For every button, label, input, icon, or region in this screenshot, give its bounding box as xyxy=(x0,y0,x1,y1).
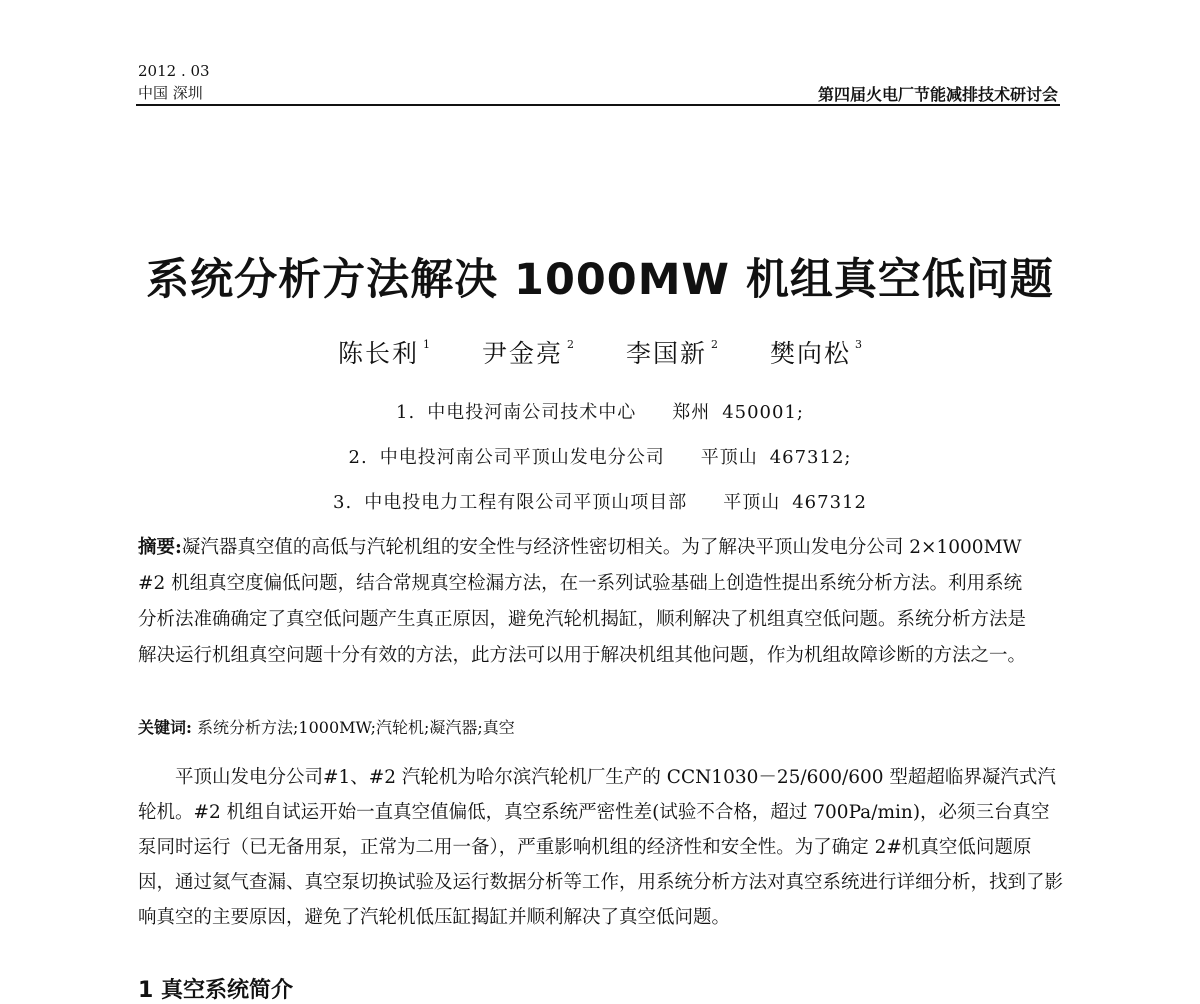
author-affil-mark: 3 xyxy=(854,338,862,351)
author xyxy=(626,339,718,368)
affiliation-org: 中电投电力工程有限公司平顶山项目部 xyxy=(364,492,688,513)
affiliation-number: 1. xyxy=(396,402,416,423)
affiliation-postcode: 450001; xyxy=(722,402,804,423)
author-affil-mark: 2 xyxy=(567,338,575,351)
affiliation-org: 中电投河南公司技术中心 xyxy=(427,402,637,423)
keywords-text: 系统分析方法;1000MW;汽轮机;凝汽器;真空 xyxy=(197,718,515,737)
author-affil-mark: 1 xyxy=(423,338,431,351)
affiliation xyxy=(0,398,1200,424)
affiliation-number: 3. xyxy=(333,492,353,513)
header-left xyxy=(138,60,210,104)
header-rule xyxy=(136,104,1060,106)
author-name: 李国新 xyxy=(625,339,707,368)
author-name: 尹金亮 xyxy=(482,339,564,368)
author xyxy=(338,339,430,368)
affiliation xyxy=(0,443,1200,469)
paper-title: 系统分析方法解决 1000MW 机组真空低问题 xyxy=(146,255,1054,305)
header-date: 2012 . 03 xyxy=(138,62,210,80)
author xyxy=(482,339,574,368)
affiliation-postcode: 467312 xyxy=(792,492,867,513)
abstract xyxy=(138,530,1028,674)
abstract-text: 凝汽器真空值的高低与汽轮机组的安全性与经济性密切相关。为了解决平顶山发电分公司 2×1000MW #2 机组真空度偏低问题，结合常规真空检漏方法，在一系列试验基础上创造性提出系统分析方法。利用系统分析法准确确定了真空低问题产生真正原因，避免汽轮机揭缸，顺利解决了机组真空低问题。系统分析方法是解决运行机组真空问题十分有效的方法，此方法可以用于解决机组其他问题，作为机组故障诊断的方法之一。 xyxy=(138,537,1027,666)
section-heading: 1 真空系统简介 xyxy=(138,978,293,1003)
keywords-label: 关键词: xyxy=(138,718,192,737)
author-name: 樊向松 xyxy=(769,339,851,368)
author-name: 陈长利 xyxy=(338,339,420,368)
affiliation-org: 中电投河南公司平顶山发电分公司 xyxy=(379,447,665,468)
header-location: 中国 深圳 xyxy=(138,84,203,102)
author-affil-mark: 2 xyxy=(710,338,718,351)
author-list xyxy=(0,334,1200,370)
keywords xyxy=(138,716,1063,740)
author xyxy=(770,339,862,368)
affiliation-city: 郑州 xyxy=(672,402,711,423)
header-conference: 第四届火电厂节能减排技术研讨会 xyxy=(817,85,1058,104)
intro-paragraph: 平顶山发电分公司#1、#2 汽轮机为哈尔滨汽轮机厂生产的 CCN1030－25/600/600 型超超临界凝汽式汽轮机。#2 机组自试运开始一直真空值偏低，真空系统严密性差(试验不合格，超过 700Pa/min)，必须三台真空泵同时运行（已无备用泵，正常为二用一备），严重影响机组的经济性和安全性。为了确定 2#机真空低问题原因，通过氦气查漏、真空泵切换试验及运行数据分析等工作，用系统分析方法对真空系统进行详细分析，找到了影响真空的主要原因，避免了汽轮机低压缸揭缸并顺利解决了真空低问题。 xyxy=(138,767,1064,928)
abstract-label: 摘要: xyxy=(138,537,182,558)
affiliation-city: 平顶山 xyxy=(700,447,758,468)
affiliation-postcode: 467312; xyxy=(769,447,852,468)
affiliation-city: 平顶山 xyxy=(723,492,781,513)
affiliation-number: 2. xyxy=(348,447,368,468)
affiliation xyxy=(0,488,1200,514)
